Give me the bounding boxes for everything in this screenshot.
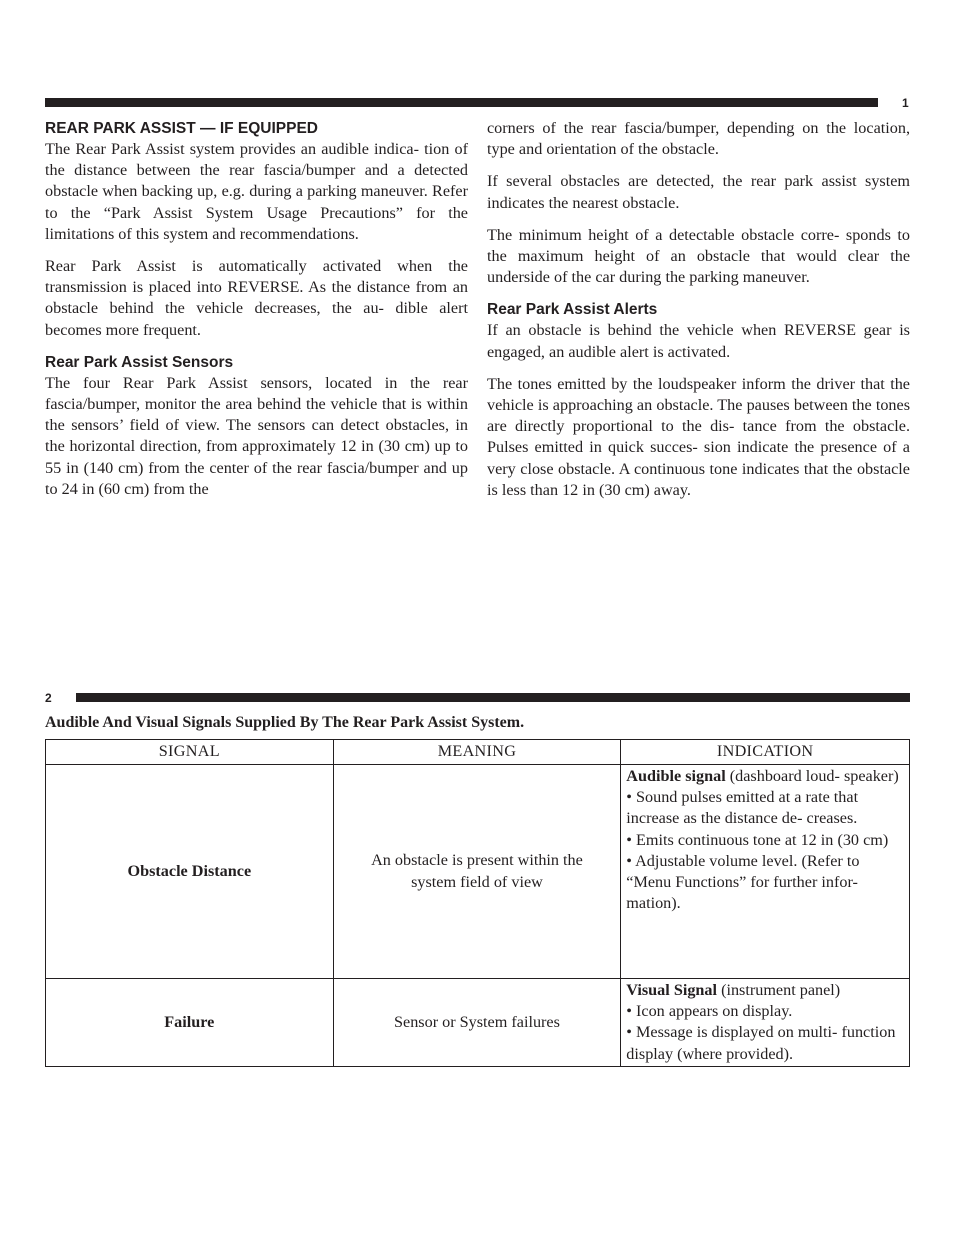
page1-right-column	[487, 118, 910, 512]
page1-left-column	[45, 118, 468, 511]
table-header-row	[46, 740, 910, 765]
paragraph-several-obstacles: If several obstacles are detected, the rear park assist system indicates the nearest obstacle.	[487, 172, 910, 212]
paragraph-sensors: The four Rear Park Assist sensors, located in the rear fascia/bumper, monitor the area behind the vehicle that is within the sensors’ field of view. The sensors can detect obstacles, in the horizontal direction, from approximately 12 in (30 cm) up to 55 in (140 cm) from the center of the rear fascia/bumper and up to 24 in (60 cm) from the	[45, 373, 468, 498]
meaning-cell	[333, 765, 621, 979]
section-heading: REAR PARK ASSIST — IF EQUIPPED	[45, 120, 319, 137]
page2-number: 2	[45, 691, 52, 705]
table-row	[46, 979, 910, 1067]
paragraph-tones: The tones emitted by the loudspeaker inform the driver that the vehicle is approaching an obstacle. The pauses between the tones are directly proportional to the dis- tance from the obstacle. Pulses emitted in quick succes- sion indicate the presence of a very close obstacle. A continuous tone indicates that the obstacle is less than 12 in (30 cm) away.	[487, 374, 910, 499]
subheading-sensors: Rear Park Assist Sensors	[45, 353, 234, 371]
indication-cell	[621, 765, 910, 979]
meaning-cell: Sensor or System failures	[333, 979, 621, 1067]
paragraph-alert-activation: If an obstacle is behind the vehicle when REVERSE gear is engaged, an audible alert is activated.	[487, 321, 910, 361]
header-indication: INDICATION	[621, 740, 910, 765]
indication-title: Visual Signal (instrument panel)	[626, 981, 841, 999]
paragraph-corners: corners of the rear fascia/bumper, depending on the location, type and orientation of the obstacle.	[487, 119, 910, 159]
indication-bullet: • Sound pulses emitted at a rate that increase as the distance de- creases.	[626, 788, 859, 828]
paragraph-intro: The Rear Park Assist system provides an audible indica- tion of the distance between the rear fascia/bumper and a detected obstacle when backing up, e.g. during a parking maneuver. Refer to the “Park Assist System Usage Precautions” for the limitations of this system and recommendations.	[45, 140, 468, 243]
signals-table	[45, 739, 910, 1067]
header-signal: SIGNAL	[46, 740, 334, 765]
indication-bullet: • Adjustable volume level. (Refer to “Menu Functions” for further infor- mation).	[626, 851, 860, 913]
table-row	[46, 765, 910, 979]
page2-header-bar	[76, 693, 910, 702]
signal-cell: Obstacle Distance	[46, 765, 334, 979]
table-caption: Audible And Visual Signals Supplied By The Rear Park Assist System.	[45, 714, 525, 731]
indication-bullet: • Message is displayed on multi- function display (where provided).	[626, 1023, 896, 1063]
signal-cell: Failure	[46, 979, 334, 1067]
header-meaning: MEANING	[333, 740, 621, 765]
paragraph-minimum-height: The minimum height of a detectable obstacle corre- sponds to the maximum height of an obstacle that would clear the underside of the car during the parking maneuver.	[487, 225, 910, 287]
page1-header-bar	[45, 98, 878, 107]
subheading-alerts: Rear Park Assist Alerts	[487, 301, 658, 319]
meaning-text: An obstacle is present within the system field of view	[371, 851, 583, 891]
paragraph-activation: Rear Park Assist is automatically activated when the transmission is placed into REVERSE. As the distance from an obstacle behind the vehicle decreases, the au- dible alert becomes more frequent.	[45, 257, 468, 339]
page1-number: 1	[902, 96, 909, 110]
indication-title: Audible signal (dashboard loud- speaker)	[626, 767, 899, 785]
indication-cell	[621, 979, 910, 1067]
indication-bullet: • Emits continuous tone at 12 in (30 cm)	[626, 830, 889, 849]
indication-bullet: • Icon appears on display.	[626, 1002, 793, 1021]
